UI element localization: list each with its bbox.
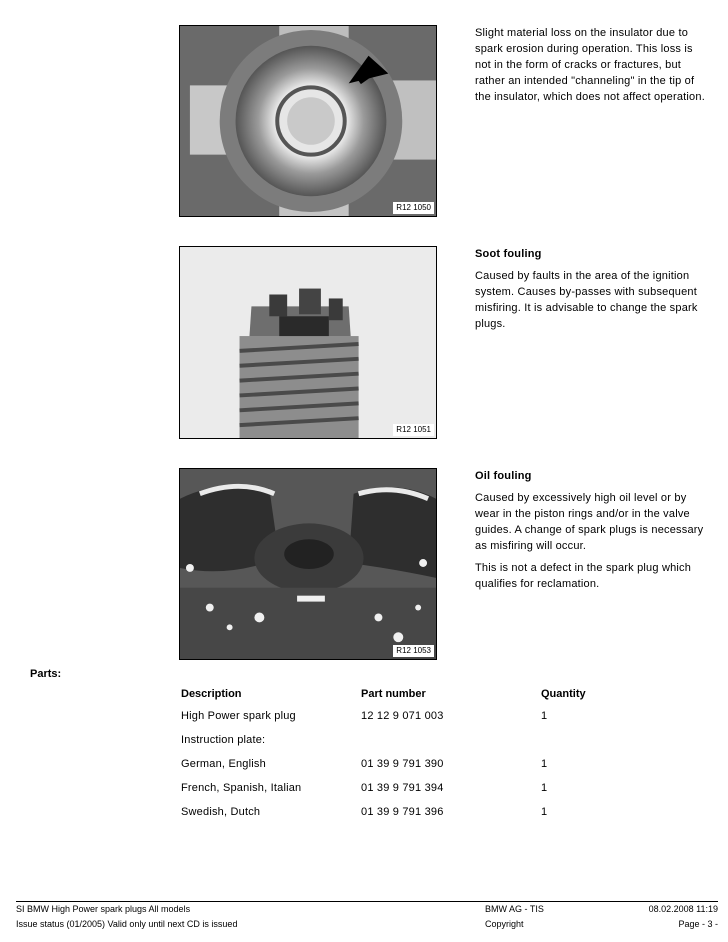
table-row <box>181 782 641 806</box>
section-heading: Oil fouling <box>475 470 532 482</box>
image-reference: R12 1050 <box>393 202 434 214</box>
image-reference: R12 1051 <box>393 424 434 436</box>
column-header-quantity: Quantity <box>541 688 586 700</box>
cell-description: German, English <box>181 758 266 770</box>
footer-divider <box>16 901 718 902</box>
photo-soot-fouling <box>179 246 437 439</box>
photo-oil-fouling <box>179 468 437 660</box>
soot-fouling-description <box>475 246 705 338</box>
erosion-description <box>475 25 705 111</box>
footer-page-number: Page - 3 - <box>678 919 718 929</box>
table-header-row <box>181 688 641 710</box>
table-row <box>181 734 641 758</box>
paragraph: This is not a defect in the spark plug which qualifies for reclamation. <box>475 562 692 590</box>
column-header-description: Description <box>181 688 242 700</box>
cell-part-number: 12 12 9 071 003 <box>361 710 444 722</box>
cell-part-number: 01 39 9 791 390 <box>361 758 444 770</box>
footer-date: 08.02.2008 11:19 <box>648 904 718 914</box>
cell-description: Swedish, Dutch <box>181 806 261 818</box>
footer-document-title: SI BMW High Power spark plugs All models <box>16 904 191 914</box>
table-row <box>181 710 641 734</box>
cell-part-number: 01 39 9 791 394 <box>361 782 444 794</box>
paragraph: Caused by excessively high oil level or by wear in the piston rings and/or in the valve guides. A change of spark plugs is necessary as misfiring will occur. <box>475 492 704 552</box>
photo-insulator-erosion <box>179 25 437 217</box>
parts-label: Parts: <box>30 668 62 680</box>
cell-quantity: 1 <box>541 758 548 770</box>
paragraph: Caused by faults in the area of the ignition system. Causes by-passes with subsequent misfiring. It is advisable to change the spark plugs. <box>475 270 698 330</box>
insulator-erosion-illustration <box>180 26 436 216</box>
cell-description: High Power spark plug <box>181 710 296 722</box>
cell-part-number: 01 39 9 791 396 <box>361 806 444 818</box>
cell-quantity: 1 <box>541 782 548 794</box>
cell-quantity: 1 <box>541 806 548 818</box>
parts-table <box>181 688 641 830</box>
image-reference: R12 1053 <box>393 645 434 657</box>
column-header-part-number: Part number <box>361 688 426 700</box>
cell-description: Instruction plate: <box>181 734 266 746</box>
cell-quantity: 1 <box>541 710 548 722</box>
cell-description: French, Spanish, Italian <box>181 782 302 794</box>
oil-fouling-illustration <box>180 469 436 659</box>
table-row <box>181 806 641 830</box>
table-row <box>181 758 641 782</box>
soot-fouling-illustration <box>180 247 436 438</box>
cell-part-number <box>361 734 541 758</box>
cell-quantity <box>541 734 641 758</box>
footer-copyright: Copyright <box>485 919 524 929</box>
paragraph: Slight material loss on the insulator due to spark erosion during operation. This loss is not in the form of cracks or fractures, but rather an intended "channeling" in the tip of the insulator, which does not affect operation. <box>475 27 705 103</box>
footer-issue-status: Issue status (01/2005) Valid only until next CD is issued <box>16 919 238 929</box>
section-heading: Soot fouling <box>475 248 542 260</box>
footer-publisher: BMW AG - TIS <box>485 904 544 914</box>
oil-fouling-description <box>475 468 705 598</box>
